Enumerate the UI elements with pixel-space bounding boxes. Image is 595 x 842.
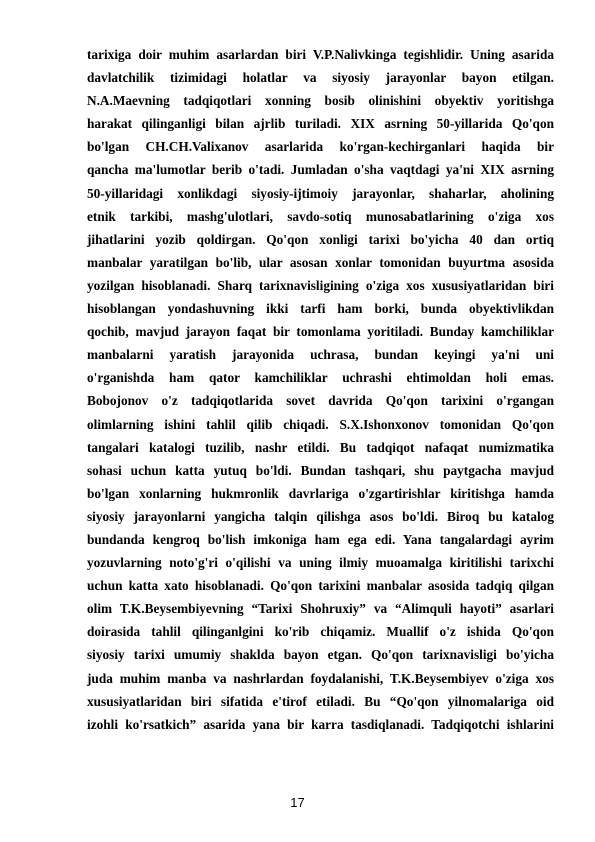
- text-line: davlatchilik tizimidagi holatlar va siyosiy jarayonlar bayon etilgan.: [87, 70, 554, 86]
- text-line: 50-yillaridagi xonlikdagi siyosiy-ijtimoiy jarayonlar, shaharlar, aholining: [87, 185, 554, 201]
- text-line: olim T.K.Beysembiyevning “Tarixi Shohruxiy” va “Alimquli hayoti” asarlari: [87, 601, 554, 617]
- text-line: izohli ko'rsatkich” asarida yana bir karra tasdiqlanadi. Tadqiqotchi ishlarini: [87, 716, 554, 732]
- text-line: tarixiga doir muhim asarlardan biri V.P.Nalivkinga tegishlidir. Uning asarida: [87, 47, 554, 62]
- text-line: harakat qilinganligi bilan ajrlib turiladi. XIX asrning 50-yillarida Qo'qon: [87, 116, 554, 132]
- text-line: qochib, mavjud jarayon faqat bir tomonlama yoritiladi. Bunday kamchiliklar: [87, 324, 554, 340]
- text-line: manbalarni yaratish jarayonida uchrasa, bundan keyingi ya'ni uni: [87, 347, 554, 363]
- text-line: jihatlarini yozib qoldirgan. Qo'qon xonligi tarixi bo'yicha 40 dan ortiq: [87, 231, 554, 247]
- text-line: bo'lgan CH.CH.Valixanov asarlarida ko'rgan-kechirganlari haqida bir: [87, 139, 554, 155]
- text-line: o'rganishda ham qator kamchiliklar uchrashi ehtimoldan holi emas.: [87, 370, 554, 386]
- text-line: olimlarning ishini tahlil qilib chiqadi. S.X.Ishonxonov tomonidan Qo'qon: [87, 416, 554, 432]
- text-line: uchun katta xato hisoblanadi. Qo'qon tarixini manbalar asosida tadqiq qilgan: [87, 578, 554, 594]
- text-line: yozuvlarning noto'g'ri o'qilishi va uning ilmiy muoamalga kiritilishi tarixchi: [87, 555, 554, 571]
- page-number: 17: [290, 795, 305, 810]
- text-line: N.A.Maevning tadqiqotlari xonning bosib olinishini obyektiv yoritishga: [87, 93, 554, 109]
- text-line: siyosiy jarayonlarni yangicha talqin qilishga asos bo'ldi. Biroq bu katalog: [87, 508, 554, 524]
- text-line: tangalari katalogi tuzilib, nashr etildi. Bu tadqiqot nafaqat numizmatika: [87, 439, 554, 455]
- text-line: sohasi uchun katta yutuq bo'ldi. Bundan tashqari, shu paytgacha mavjud: [87, 462, 554, 478]
- text-line: hisoblangan yondashuvning ikki tarfi ham borki, bunda obyektivlikdan: [87, 301, 554, 317]
- text-line: manbalar yaratilgan bo'lib, ular asosan xonlar tomonidan buyurtma asosida: [87, 254, 554, 270]
- text-line: etnik tarkibi, mashg'ulotlari, savdo-sotiq munosabatlarining o'ziga xos: [87, 208, 554, 224]
- text-line: bundanda kengroq bo'lish imkoniga ham ega edi. Yana tangalardagi ayrim: [87, 531, 554, 547]
- text-line: qancha ma'lumotlar berib o'tadi. Jumladan o'sha vaqtdagi ya'ni XIX asrning: [87, 162, 554, 178]
- text-line: yozilgan hisoblanadi. Sharq tarixnavisligining o'ziga xos xususiyatlaridan biri: [87, 277, 554, 293]
- text-line: doirasida tahlil qilinganlgini ko'rib chiqamiz. Muallif o'z ishida Qo'qon: [87, 624, 554, 640]
- body-paragraph: [87, 43, 554, 736]
- text-line: bo'lgan xonlarning hukmronlik davrlariga o'zgartirishlar kiritishga hamda: [87, 485, 554, 501]
- text-line: juda muhim manba va nashrlardan foydalanishi, T.K.Beysembiyev o'ziga xos: [87, 670, 554, 686]
- text-line: xususiyatlaridan biri sifatida e'tirof etiladi. Bu “Qo'qon yilnomalariga oid: [87, 693, 554, 709]
- text-line: siyosiy tarixi umumiy shaklda bayon etgan. Qo'qon tarixnavisligi bo'yicha: [87, 647, 554, 663]
- text-line: Bobojonov o'z tadqiqotlarida sovet davrida Qo'qon tarixini o'rgangan: [87, 393, 554, 409]
